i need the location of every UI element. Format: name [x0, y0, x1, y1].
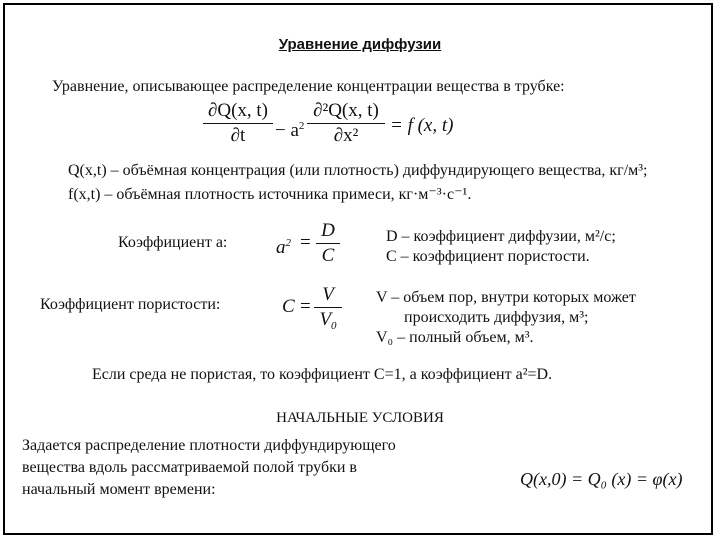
coef-a-desc-2: C – коэффициент пористости. [386, 248, 590, 265]
coef-c-numerator: V [322, 284, 334, 305]
coef-c-fraction [314, 284, 342, 337]
coef-c-label: Коэффициент пористости: [40, 296, 221, 313]
initial-conditions-heading: НАЧАЛЬНЫЕ УСЛОВИЯ [276, 410, 444, 426]
initial-line-3: начальный момент времени: [22, 481, 216, 498]
eq-numerator-2: ∂²Q(x, t) [313, 100, 379, 121]
coef-c-desc-2: происходить диффузия, м³; [404, 309, 589, 326]
coef-a-denominator: C [321, 245, 335, 266]
eq-fraction-1 [203, 100, 273, 147]
coef-a-fraction [316, 220, 340, 267]
coef-c-denominator: $V_0$ [319, 309, 337, 332]
coef-a-numerator: D [321, 220, 335, 241]
eq-numerator-1: ∂Q(x, t) [207, 100, 269, 121]
initial-line-1: Задается распределение плотности диффундирующего [22, 437, 396, 454]
eq-rhs: = f (x, t) [390, 115, 454, 136]
page-title: Уравнение диффузии [278, 36, 442, 53]
definition-f: f(x,t) – объёмная плотность источника примеси, кг·м⁻³·с⁻¹. [68, 186, 472, 203]
eq-denominator-2: ∂x² [333, 125, 359, 146]
coef-a-label: Коэффициент a: [118, 234, 228, 251]
eq-denominator-1: ∂t [230, 125, 246, 146]
coef-c-lhs: C [282, 296, 295, 317]
non-porous-note: Если среда не пористая, то коэффициент C=1, а коэффициент a²=D. [92, 366, 553, 383]
coef-c-desc-1: V – объем пор, внутри которых может [376, 289, 636, 306]
eq-minus-a: − $a^2$ [275, 120, 305, 141]
initial-formula: Q(x,0) = Q₀ (x) = φ(x) [520, 469, 683, 489]
coef-a-desc-1: D – коэффициент диффузии, м²/с; [386, 228, 616, 245]
coef-a-lhs: $a^2$ [276, 237, 291, 258]
definition-q: Q(x,t) – объёмная концентрация (или плотность) диффундирующего вещества, кг/м³; [68, 162, 648, 179]
coef-c-equals: = [300, 296, 311, 317]
coef-a-equals: = [300, 232, 311, 253]
eq-fraction-2 [307, 100, 385, 147]
coef-c-desc-3: V₀ – полный объем, м³. [376, 329, 534, 346]
initial-line-2: вещества вдоль рассматриваемой полой трубки в [22, 459, 357, 476]
intro-text: Уравнение, описывающее распределение концентрации вещества в трубке: [52, 78, 565, 95]
